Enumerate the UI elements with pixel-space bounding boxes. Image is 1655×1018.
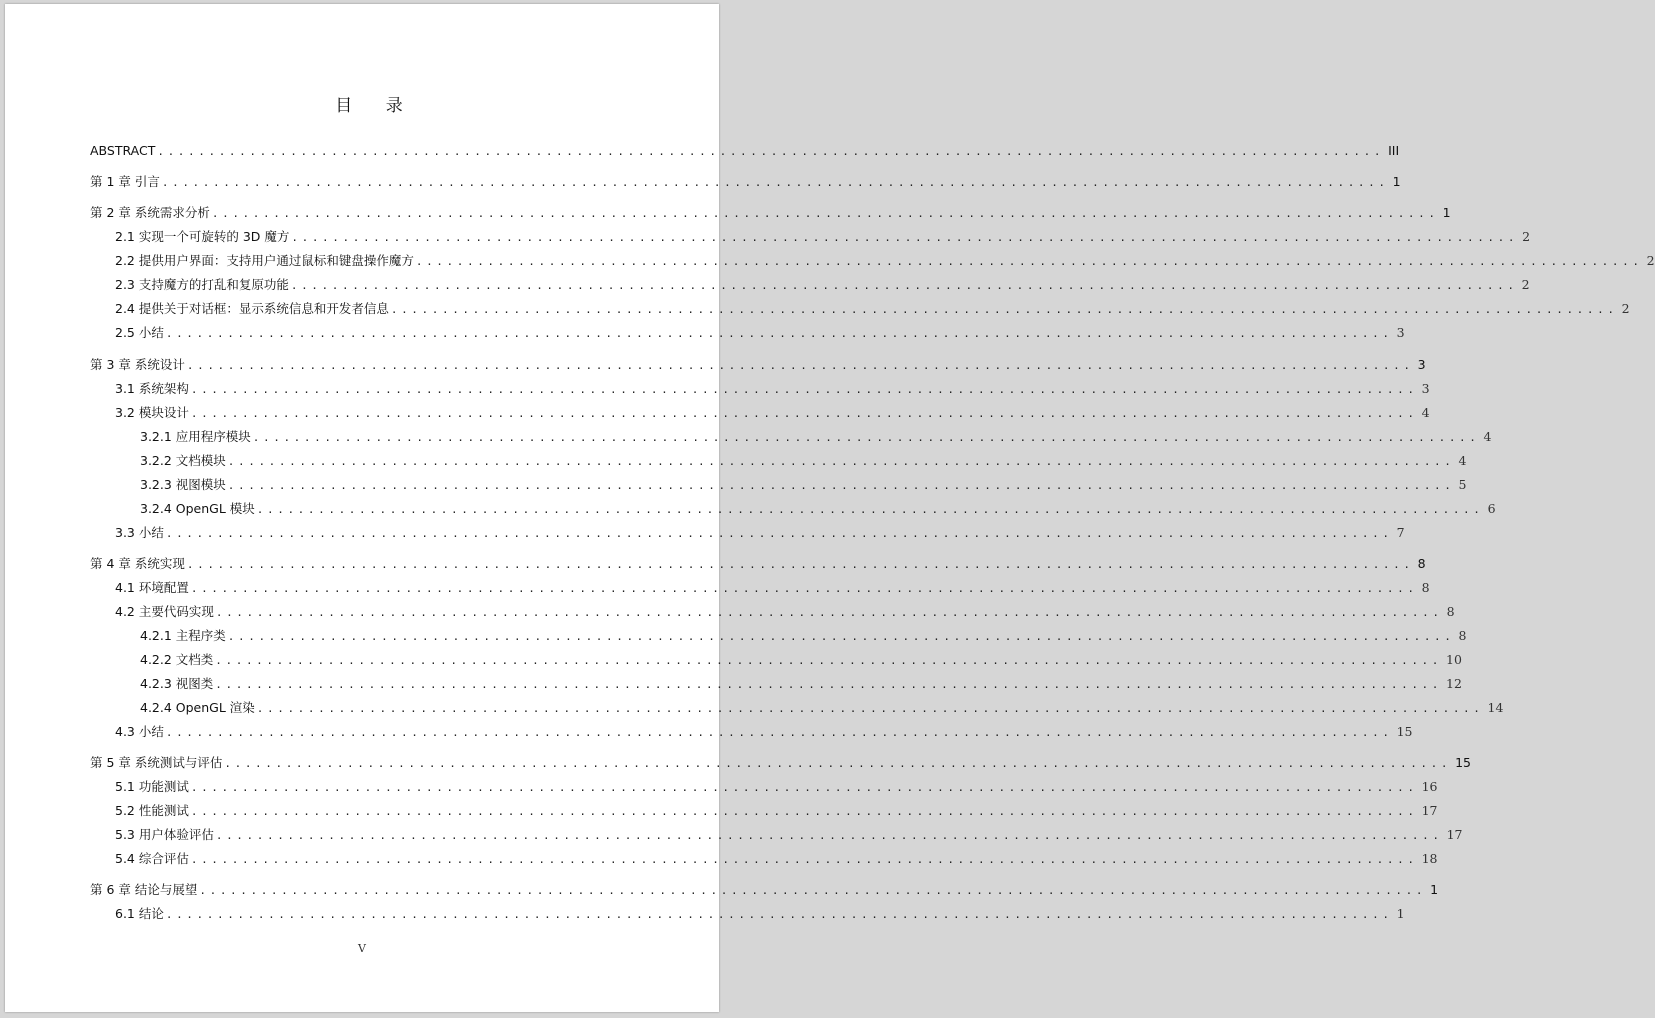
- toc-entry-section-2-2[interactable]: [115, 252, 1655, 270]
- toc-entry-label: 2.5 小结: [115, 325, 164, 340]
- toc-entry-label: 2.2 提供用户界面：支持用户通过鼠标和键盘操作魔方: [115, 253, 414, 268]
- toc-entry-label: 2.3 支持魔方的打乱和复原功能: [115, 277, 289, 292]
- toc-leader-dots: ........................................................................................................................: [190, 805, 1418, 818]
- toc-entry-label: 3.3 小结: [115, 525, 164, 540]
- toc-leader-dots: ........................................................................................................................: [190, 781, 1418, 794]
- toc-entry-section-3-1[interactable]: [115, 380, 1430, 398]
- toc-entry-section-4-2[interactable]: [115, 603, 1455, 621]
- toc-entry-section-4-2-3[interactable]: [140, 675, 1462, 693]
- toc-entry-page: 7: [1396, 525, 1405, 540]
- toc-leader-dots: ........................................................................................................................: [186, 558, 1414, 571]
- toc-entry-page: 3: [1417, 357, 1426, 372]
- toc-entry-label: 3.1 系统架构: [115, 381, 189, 396]
- toc-leader-dots: ........................................................................................................................: [190, 407, 1418, 420]
- toc-entry-page: 8: [1458, 628, 1467, 643]
- toc-entry-label: 4.1 环境配置: [115, 580, 189, 595]
- toc-entry-chapter-2[interactable]: [90, 204, 1451, 222]
- toc-entry-section-4-2-1[interactable]: [140, 627, 1467, 645]
- toc-leader-dots: ........................................................................................................................: [252, 431, 1480, 444]
- toc-entry-abstract[interactable]: [90, 142, 1400, 160]
- toc-entry-page: 2: [1522, 229, 1531, 244]
- toc-entry-label: 4.2.1 主程序类: [140, 628, 226, 643]
- toc-entry-label: 4.2 主要代码实现: [115, 604, 214, 619]
- toc-leader-dots: ........................................................................................................................: [199, 884, 1427, 897]
- toc-leader-dots: ........................................................................................................................: [215, 654, 1442, 667]
- toc-entry-page: 1: [1442, 205, 1451, 220]
- toc-entry-label: 6.1 结论: [115, 906, 164, 921]
- toc-entry-label: 第 5 章 系统测试与评估: [90, 755, 223, 770]
- toc-entry-section-4-2-2[interactable]: [140, 651, 1462, 669]
- toc-entry-page: 2: [1521, 277, 1530, 292]
- toc-entry-section-3-2-3[interactable]: [140, 476, 1467, 494]
- toc-leader-dots: ........................................................................................................................: [161, 176, 1389, 189]
- toc-entry-label: 5.2 性能测试: [115, 803, 189, 818]
- toc-entry-page: 8: [1417, 556, 1426, 571]
- toc-leader-dots: ........................................................................................................................: [211, 207, 1439, 220]
- toc-entry-page: 15: [1396, 724, 1413, 739]
- toc-entry-page: 4: [1483, 429, 1492, 444]
- toc-leader-dots: ........................................................................................................................: [291, 231, 1519, 244]
- toc-entry-label: 第 2 章 系统需求分析: [90, 205, 210, 220]
- toc-entry-page: 5: [1458, 477, 1467, 492]
- toc-leader-dots: ........................................................................................................................: [390, 303, 1618, 316]
- toc-entry-label: 4.2.3 视图类: [140, 676, 214, 691]
- toc-entry-label: ABSTRACT: [90, 143, 156, 158]
- toc-entry-page: 4: [1458, 453, 1467, 468]
- toc-entry-page: 2: [1621, 301, 1630, 316]
- toc-entry-page: 14: [1487, 700, 1504, 715]
- toc-leader-dots: ........................................................................................................................: [256, 503, 1484, 516]
- toc-entry-page: 1: [1396, 906, 1405, 921]
- toc-entry-page: III: [1388, 143, 1400, 158]
- toc-leader-dots: ........................................................................................................................: [165, 327, 1393, 340]
- toc-entry-section-2-4[interactable]: [115, 300, 1630, 318]
- toc-leader-dots: ........................................................................................................................: [290, 279, 1518, 292]
- toc-leader-dots: ........................................................................................................................: [165, 527, 1393, 540]
- toc-entry-section-5-1[interactable]: [115, 778, 1438, 796]
- toc-entry-page: 16: [1421, 779, 1438, 794]
- toc-entry-page: 17: [1446, 827, 1463, 842]
- toc-entry-chapter-5[interactable]: [90, 754, 1471, 772]
- toc-leader-dots: ........................................................................................................................: [165, 908, 1393, 921]
- toc-entry-section-5-3[interactable]: [115, 826, 1463, 844]
- toc-entry-label: 5.1 功能测试: [115, 779, 189, 794]
- toc-entry-section-3-2-2[interactable]: [140, 452, 1467, 470]
- toc-entry-page: 12: [1446, 676, 1462, 691]
- toc-entry-section-2-5[interactable]: [115, 324, 1405, 342]
- toc-entry-label: 2.1 实现一个可旋转的 3D 魔方: [115, 229, 290, 244]
- toc-entry-label: 5.3 用户体验评估: [115, 827, 214, 842]
- toc-leader-dots: ........................................................................................................................: [215, 606, 1443, 619]
- toc-entry-page: 3: [1421, 381, 1430, 396]
- toc-leader-dots: ........................................................................................................................: [190, 853, 1418, 866]
- page-footer-number: V: [358, 942, 366, 955]
- toc-entry-label: 3.2.4 OpenGL 模块: [140, 501, 255, 516]
- toc-entry-label: 第 3 章 系统设计: [90, 357, 185, 372]
- toc-entry-section-4-2-4[interactable]: [140, 699, 1504, 717]
- toc-entry-label: 4.3 小结: [115, 724, 164, 739]
- toc-entry-section-4-1[interactable]: [115, 579, 1430, 597]
- toc-entry-section-6-1[interactable]: [115, 905, 1405, 923]
- toc-leader-dots: ........................................................................................................................: [157, 145, 1385, 158]
- toc-entry-page: 10: [1446, 652, 1462, 667]
- toc-entry-section-5-2[interactable]: [115, 802, 1438, 820]
- toc-entry-label: 5.4 综合评估: [115, 851, 189, 866]
- toc-entry-label: 第 6 章 结论与展望: [90, 882, 198, 897]
- toc-entry-chapter-4[interactable]: [90, 555, 1426, 573]
- toc-entry-section-2-1[interactable]: [115, 228, 1531, 246]
- toc-leader-dots: ........................................................................................................................: [186, 359, 1414, 372]
- document-page: [5, 4, 1655, 1012]
- toc-entry-section-2-3[interactable]: [115, 276, 1530, 294]
- toc-entry-section-3-3[interactable]: [115, 524, 1405, 542]
- toc-entry-page: 18: [1421, 851, 1438, 866]
- toc-entry-label: 2.4 提供关于对话框：显示系统信息和开发者信息: [115, 301, 389, 316]
- toc-entry-chapter-1[interactable]: [90, 173, 1401, 191]
- toc-entry-label: 第 4 章 系统实现: [90, 556, 185, 571]
- toc-entry-label: 4.2.4 OpenGL 渲染: [140, 700, 255, 715]
- toc-entry-page: 3: [1396, 325, 1405, 340]
- toc-entry-page: 4: [1421, 405, 1430, 420]
- toc-leader-dots: ........................................................................................................................: [215, 829, 1443, 842]
- toc-entry-chapter-6[interactable]: [90, 881, 1439, 899]
- toc-entry-page: 1: [1392, 174, 1401, 189]
- toc-entry-label: 4.2.2 文档类: [140, 652, 214, 667]
- toc-entry-section-4-3[interactable]: [115, 723, 1413, 741]
- toc-leader-dots: ........................................................................................................................: [190, 383, 1418, 396]
- toc-entry-page: 17: [1421, 803, 1438, 818]
- toc-entry-section-5-4[interactable]: [115, 850, 1438, 868]
- toc-entry-page: 2: [1646, 253, 1655, 268]
- toc-entry-section-3-2-4[interactable]: [140, 500, 1496, 518]
- toc-entry-section-3-2-1[interactable]: [140, 428, 1492, 446]
- toc-entry-page: 8: [1446, 604, 1455, 619]
- toc-leader-dots: ........................................................................................................................: [227, 479, 1455, 492]
- toc-entry-page: 1: [1430, 882, 1439, 897]
- toc-entry-page: 6: [1487, 501, 1496, 516]
- toc-entry-label: 3.2.3 视图模块: [140, 477, 226, 492]
- toc-leader-dots: ........................................................................................................................: [227, 455, 1455, 468]
- toc-entry-section-3-2[interactable]: [115, 404, 1430, 422]
- toc-title: 目 录: [335, 96, 417, 116]
- toc-leader-dots: ........................................................................................................................: [165, 726, 1393, 739]
- toc-entry-page: 15: [1455, 755, 1471, 770]
- toc-entry-label: 第 1 章 引言: [90, 174, 160, 189]
- toc-leader-dots: ........................................................................................................................: [415, 255, 1643, 268]
- toc-entry-label: 3.2 模块设计: [115, 405, 189, 420]
- toc-entry-label: 3.2.1 应用程序模块: [140, 429, 251, 444]
- toc-leader-dots: ........................................................................................................................: [224, 757, 1452, 770]
- toc-entry-chapter-3[interactable]: [90, 356, 1426, 374]
- toc-entry-label: 3.2.2 文档模块: [140, 453, 226, 468]
- toc-leader-dots: ........................................................................................................................: [227, 630, 1455, 643]
- toc-leader-dots: ........................................................................................................................: [256, 702, 1484, 715]
- toc-entry-page: 8: [1421, 580, 1430, 595]
- toc-list: [5, 4, 1655, 1012]
- toc-leader-dots: ........................................................................................................................: [215, 678, 1442, 691]
- toc-leader-dots: ........................................................................................................................: [190, 582, 1418, 595]
